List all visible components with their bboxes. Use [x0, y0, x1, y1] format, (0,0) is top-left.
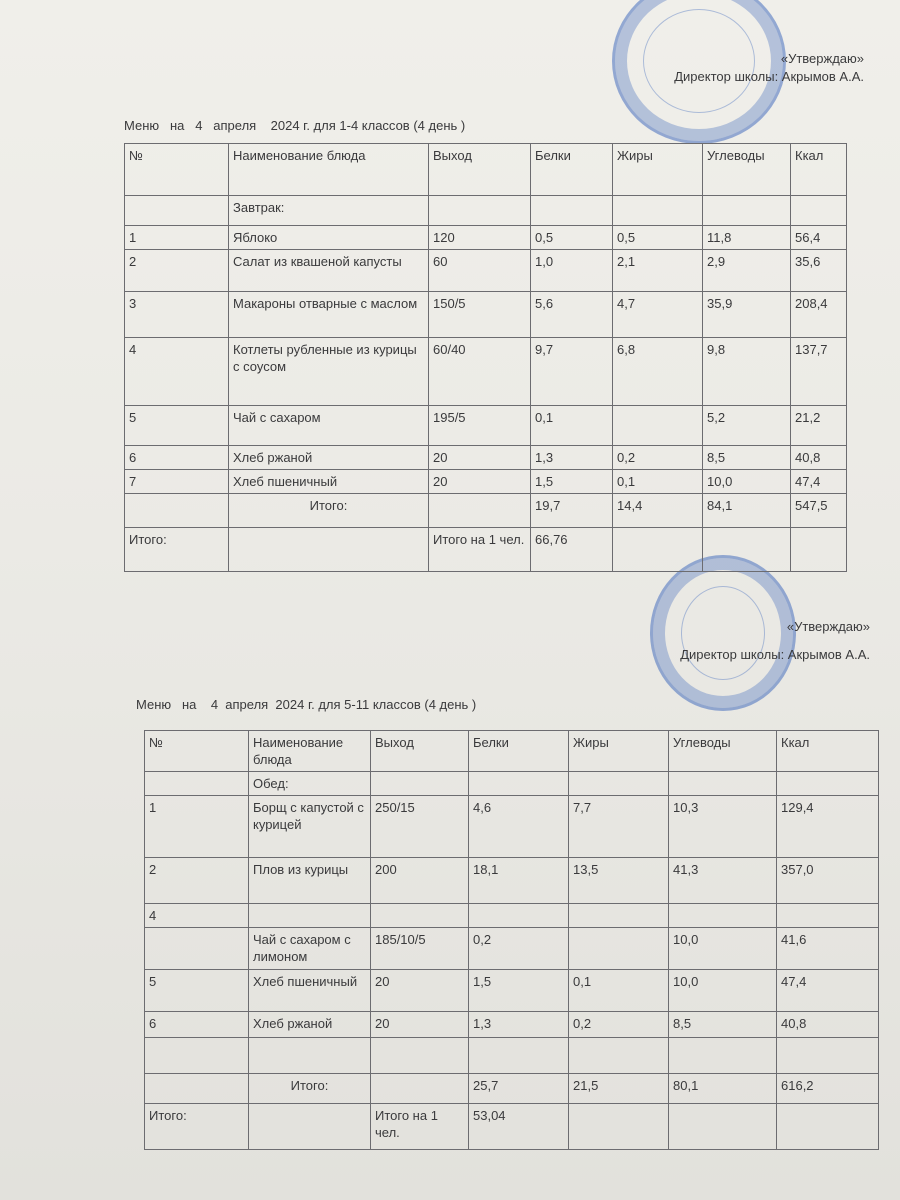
fat: [613, 406, 703, 446]
carbs: 10,0: [703, 470, 791, 494]
subtotal-carbs: 80,1: [669, 1074, 777, 1104]
table-row: [125, 338, 847, 406]
header-cell: Жиры: [613, 144, 703, 196]
portion: 20: [429, 446, 531, 470]
table-row: [125, 446, 847, 470]
header-cell: Выход: [429, 144, 531, 196]
dish-name: Салат из квашеной капусты: [229, 250, 429, 292]
kcal: 129,4: [777, 796, 879, 858]
protein: 1,3: [469, 1012, 569, 1038]
carbs: [669, 1038, 777, 1074]
subtotal-row: [145, 1074, 879, 1104]
fat: 0,5: [613, 226, 703, 250]
dish-name: Чай с сахаром: [229, 406, 429, 446]
header-cell: Белки: [469, 731, 569, 772]
dish-name: Хлеб ржаной: [249, 1012, 371, 1038]
header-cell: Углеводы: [669, 731, 777, 772]
header-cell: Ккал: [777, 731, 879, 772]
carbs: 10,3: [669, 796, 777, 858]
table-header-row: [145, 731, 879, 772]
header-cell: Наименование блюда: [249, 731, 371, 772]
row-number: 4: [145, 904, 249, 928]
table-row: [145, 1038, 879, 1074]
header-cell: Наименование блюда: [229, 144, 429, 196]
dish-name: Хлеб пшеничный: [229, 470, 429, 494]
kcal: 40,8: [777, 1012, 879, 1038]
dish-name: Макароны отварные с маслом: [229, 292, 429, 338]
dish-name: Плов из курицы: [249, 858, 371, 904]
table-row: [125, 406, 847, 446]
dish-name: [249, 904, 371, 928]
portion: 200: [371, 858, 469, 904]
protein: 1,5: [469, 970, 569, 1012]
kcal: 47,4: [791, 470, 847, 494]
menu-table-secondary: [144, 730, 879, 1150]
carbs: 9,8: [703, 338, 791, 406]
carbs: 5,2: [703, 406, 791, 446]
portion: [371, 1038, 469, 1074]
subtotal-fat: 14,4: [613, 494, 703, 528]
table-row: [125, 292, 847, 338]
portion: 20: [371, 970, 469, 1012]
dish-name: Чай с сахаром с лимоном: [249, 928, 371, 970]
subtotal-fat: 21,5: [569, 1074, 669, 1104]
portion: 250/15: [371, 796, 469, 858]
carbs: 8,5: [669, 1012, 777, 1038]
dish-name: Хлеб пшеничный: [249, 970, 371, 1012]
portion: [371, 904, 469, 928]
fat: 0,1: [569, 970, 669, 1012]
row-number: 2: [125, 250, 229, 292]
table-row: [145, 970, 879, 1012]
carbs: 11,8: [703, 226, 791, 250]
portion: 20: [371, 1012, 469, 1038]
protein: 18,1: [469, 858, 569, 904]
carbs: 41,3: [669, 858, 777, 904]
table-row: [125, 470, 847, 494]
row-number: 1: [125, 226, 229, 250]
subtotal-protein: 25,7: [469, 1074, 569, 1104]
kcal: 35,6: [791, 250, 847, 292]
header-cell: Ккал: [791, 144, 847, 196]
fat: 13,5: [569, 858, 669, 904]
fat: [569, 904, 669, 928]
portion: 150/5: [429, 292, 531, 338]
row-number: 6: [145, 1012, 249, 1038]
section-label: Обед:: [249, 772, 371, 796]
header-cell: Углеводы: [703, 144, 791, 196]
dish-name: [249, 1038, 371, 1074]
protein: 5,6: [531, 292, 613, 338]
kcal: [777, 1038, 879, 1074]
portion: 60/40: [429, 338, 531, 406]
kcal: 41,6: [777, 928, 879, 970]
kcal: 56,4: [791, 226, 847, 250]
kcal: [777, 904, 879, 928]
portion: 120: [429, 226, 531, 250]
kcal: 208,4: [791, 292, 847, 338]
protein: 0,2: [469, 928, 569, 970]
row-number: [145, 928, 249, 970]
protein: [469, 904, 569, 928]
approve-label: «Утверждаю»: [780, 51, 864, 66]
carbs: 10,0: [669, 970, 777, 1012]
fat: [569, 1038, 669, 1074]
subtotal-label: Итого:: [249, 1074, 371, 1104]
protein: 0,5: [531, 226, 613, 250]
row-number: 4: [125, 338, 229, 406]
kcal: 137,7: [791, 338, 847, 406]
approve-label: «Утверждаю»: [786, 619, 870, 634]
row-number: 6: [125, 446, 229, 470]
protein: 0,1: [531, 406, 613, 446]
dish-name: Борщ с капустой с курицей: [249, 796, 371, 858]
protein: 1,0: [531, 250, 613, 292]
fat: 0,1: [613, 470, 703, 494]
protein: 4,6: [469, 796, 569, 858]
protein: 9,7: [531, 338, 613, 406]
total-label: Итого:: [125, 528, 229, 572]
carbs: 35,9: [703, 292, 791, 338]
per-person-label: Итого на 1 чел.: [371, 1104, 469, 1150]
table-row: [145, 928, 879, 970]
total-value: 66,76: [531, 528, 613, 572]
kcal: 357,0: [777, 858, 879, 904]
subtotal-row: [125, 494, 847, 528]
menu-title: Меню на 4 апреля 2024 г. для 1-4 классов (4 день ): [124, 118, 466, 133]
fat: 6,8: [613, 338, 703, 406]
section-label: Завтрак:: [229, 196, 429, 226]
fat: 0,2: [613, 446, 703, 470]
row-number: 2: [145, 858, 249, 904]
section-row: [125, 196, 847, 226]
carbs: 10,0: [669, 928, 777, 970]
row-number: 7: [125, 470, 229, 494]
subtotal-kcal: 547,5: [791, 494, 847, 528]
table-row: [145, 858, 879, 904]
fat: [569, 928, 669, 970]
table-row: [145, 904, 879, 928]
total-row: [145, 1104, 879, 1150]
carbs: [669, 904, 777, 928]
menu-title: Меню на 4 апреля 2024 г. для 5-11 классов (4 день ): [136, 697, 477, 712]
table-row: [125, 250, 847, 292]
portion: 185/10/5: [371, 928, 469, 970]
approval-block: [674, 50, 864, 86]
header-cell: Жиры: [569, 731, 669, 772]
row-number: [145, 1038, 249, 1074]
dish-name: Яблоко: [229, 226, 429, 250]
header-cell: №: [125, 144, 229, 196]
per-person-label: Итого на 1 чел.: [429, 528, 531, 572]
table-row: [125, 226, 847, 250]
kcal: 21,2: [791, 406, 847, 446]
kcal: 47,4: [777, 970, 879, 1012]
menu-table-primary: [124, 143, 847, 572]
protein: [469, 1038, 569, 1074]
subtotal-label: Итого:: [229, 494, 429, 528]
director-line: Директор школы: Акрымов А.А.: [680, 647, 870, 662]
row-number: 5: [125, 406, 229, 446]
portion: 60: [429, 250, 531, 292]
subtotal-carbs: 84,1: [703, 494, 791, 528]
header-cell: Выход: [371, 731, 469, 772]
approval-block: [680, 618, 870, 664]
row-number: 5: [145, 970, 249, 1012]
fat: 0,2: [569, 1012, 669, 1038]
protein: 1,3: [531, 446, 613, 470]
portion: 20: [429, 470, 531, 494]
total-row: [125, 528, 847, 572]
carbs: 2,9: [703, 250, 791, 292]
header-cell: Белки: [531, 144, 613, 196]
director-line: Директор школы: Акрымов А.А.: [674, 69, 864, 84]
row-number: 1: [145, 796, 249, 858]
subtotal-kcal: 616,2: [777, 1074, 879, 1104]
protein: 1,5: [531, 470, 613, 494]
table-header-row: [125, 144, 847, 196]
row-number: 3: [125, 292, 229, 338]
total-value: 53,04: [469, 1104, 569, 1150]
subtotal-protein: 19,7: [531, 494, 613, 528]
fat: 7,7: [569, 796, 669, 858]
dish-name: Хлеб ржаной: [229, 446, 429, 470]
kcal: 40,8: [791, 446, 847, 470]
section-row: [145, 772, 879, 796]
total-label: Итого:: [145, 1104, 249, 1150]
fat: 2,1: [613, 250, 703, 292]
header-cell: №: [145, 731, 249, 772]
table-row: [145, 1012, 879, 1038]
carbs: 8,5: [703, 446, 791, 470]
table-row: [145, 796, 879, 858]
dish-name: Котлеты рубленные из курицы с соусом: [229, 338, 429, 406]
fat: 4,7: [613, 292, 703, 338]
portion: 195/5: [429, 406, 531, 446]
